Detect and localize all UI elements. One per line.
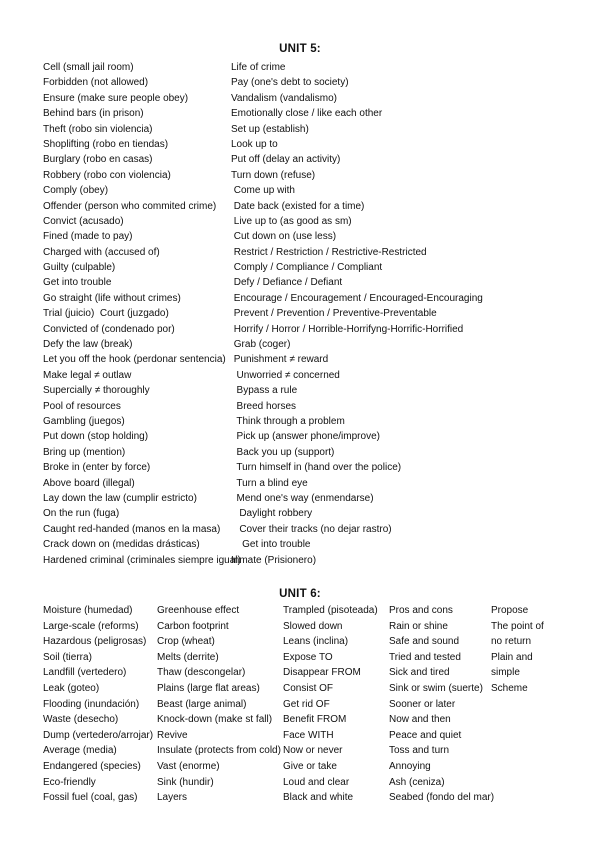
vocab-item: simple xyxy=(491,667,520,679)
vocab-item: Melts (derrite) xyxy=(157,651,219,663)
vocab-item: Put off (delay an activity) xyxy=(231,154,341,166)
vocab-item: Above board (illegal) xyxy=(43,477,135,489)
vocab-item: no return xyxy=(491,636,532,648)
vocab-item: Grab (coger) xyxy=(231,339,291,351)
vocab-item: Cell (small jail room) xyxy=(43,62,134,73)
vocab-item: Trial (juicio) Court (juzgado) xyxy=(43,308,169,320)
vocab-item: Pick up (answer phone/improve) xyxy=(231,431,380,443)
vocab-item: Guilty (culpable) xyxy=(43,262,116,274)
vocab-item: Flooding (inundación) xyxy=(43,698,140,710)
vocab-item: Robbery (robo con violencia) xyxy=(43,169,171,181)
vocab-item: Gambling (juegos) xyxy=(43,415,125,427)
vocab-item: Date back (existed for a time) xyxy=(231,200,365,212)
vocab-item: Get into trouble xyxy=(43,277,112,289)
vocab-item: Knock-down (make st fall) xyxy=(157,714,273,726)
vocab-item: Black and white xyxy=(283,792,354,804)
vocab-item: Burglary (robo en casas) xyxy=(43,154,153,166)
vocab-item: Pool of resources xyxy=(43,400,121,412)
vocab-item: Caught red-handed (manos en la masa) xyxy=(43,523,221,535)
vocab-item: Layers xyxy=(157,792,188,804)
vocab-item: Cut down on (use less) xyxy=(231,231,337,243)
vocab-item: Live up to (as good as sm) xyxy=(231,215,352,227)
vocab-item: Peace and quiet xyxy=(389,729,462,741)
vocab-item: Insulate (protects from cold) xyxy=(157,745,281,757)
vocab-item: Go straight (life without crimes) xyxy=(43,292,181,304)
vocab-item: Back you up (support) xyxy=(231,446,335,458)
vocab-item: Lay down the law (cumplir estricto) xyxy=(43,492,197,504)
vocab-item: Horrify / Horror / Horrible-Horrifyng-Horrific-Horrified xyxy=(231,323,464,335)
unit6-title: UNIT 6: xyxy=(279,588,321,600)
vocab-item: Moisture (humedad) xyxy=(43,605,133,616)
unit5-title: UNIT 5: xyxy=(279,43,321,55)
vocab-item: Unworried ≠ concerned xyxy=(231,369,340,381)
vocab-item: Propose xyxy=(491,605,529,616)
vocab-item: Eco-friendly xyxy=(43,776,96,788)
unit6-column-5 xyxy=(491,603,544,697)
vocab-item: Beast (large animal) xyxy=(157,698,247,710)
vocab-item: Ash (ceniza) xyxy=(389,776,445,788)
vocab-item: Expose TO xyxy=(283,651,333,663)
vocab-item: Daylight robbery xyxy=(231,508,313,520)
vocab-item: Supercially ≠ thoroughly xyxy=(43,385,150,397)
vocab-item: Pros and cons xyxy=(389,605,453,616)
vocab-item: Encourage / Encouragement / Encouraged-Encouraging xyxy=(231,292,483,304)
vocab-item: Disappear FROM xyxy=(283,667,361,679)
vocab-item: Landfill (vertedero) xyxy=(43,667,127,679)
vocab-item: Endangered (species) xyxy=(43,760,141,772)
vocab-item: Hardened criminal (criminales siempre igual) xyxy=(43,554,241,566)
unit5-left-column xyxy=(43,60,241,568)
vocab-item: Tried and tested xyxy=(389,651,461,663)
vocab-item: Shoplifting (robo en tiendas) xyxy=(43,138,169,150)
vocab-item: Look up to xyxy=(231,138,278,150)
vocab-item: Plain and xyxy=(491,651,533,663)
vocab-item: Now and then xyxy=(389,714,451,726)
vocab-item: Convicted of (condenado por) xyxy=(43,323,175,335)
vocab-item: Turn a blind eye xyxy=(231,477,308,489)
vocab-item: Annoying xyxy=(389,760,431,772)
vocab-item: Vast (enorme) xyxy=(157,760,220,772)
vocab-item: Think through a problem xyxy=(231,415,345,427)
vocab-item: Life of crime xyxy=(231,62,286,73)
vocab-item: Pay (one's debt to society) xyxy=(231,77,349,89)
vocab-item: Put down (stop holding) xyxy=(43,431,149,443)
vocab-item: Plains (large flat areas) xyxy=(157,682,260,694)
vocab-item: Turn down (refuse) xyxy=(231,169,316,181)
vocab-item: Inmate (Prisionero) xyxy=(231,554,317,566)
vocab-item: Crop (wheat) xyxy=(157,636,215,648)
vocab-item: Get into trouble xyxy=(231,539,311,551)
vocab-item: Scheme xyxy=(491,682,528,694)
vocab-item: Prevent / Prevention / Preventive-Preventable xyxy=(231,308,437,320)
unit6-column-3 xyxy=(283,603,378,806)
vocab-item: Consist OF xyxy=(283,682,334,694)
vocab-item: Hazardous (peligrosas) xyxy=(43,636,147,648)
unit5-right-column xyxy=(231,60,483,568)
vocab-item: Large-scale (reforms) xyxy=(43,620,139,632)
vocab-item: Fossil fuel (coal, gas) xyxy=(43,792,138,804)
unit6-column-4 xyxy=(389,603,494,806)
vocab-item: Defy / Defiance / Defiant xyxy=(231,277,343,289)
vocab-item: Bypass a rule xyxy=(231,385,298,397)
vocab-item: Dump (vertedero/arrojar) xyxy=(43,729,154,741)
vocab-item: Fined (made to pay) xyxy=(43,231,133,243)
vocab-item: Behind bars (in prison) xyxy=(43,108,144,120)
vocab-item: Seabed (fondo del mar) xyxy=(389,792,495,804)
vocab-item: Waste (desecho) xyxy=(43,714,119,726)
vocab-item: Leans (inclina) xyxy=(283,636,349,648)
vocab-item: Toss and turn xyxy=(389,745,450,757)
unit6-column-2 xyxy=(157,603,281,806)
vocab-item: Get rid OF xyxy=(283,698,330,710)
vocab-item: Slowed down xyxy=(283,620,343,632)
vocab-item: Forbidden (not allowed) xyxy=(43,77,149,89)
vocab-item: Bring up (mention) xyxy=(43,446,126,458)
vocab-item: Defy the law (break) xyxy=(43,339,133,351)
vocab-item: Restrict / Restriction / Restrictive-Restricted xyxy=(231,246,427,258)
vocab-item: Cover their tracks (no dejar rastro) xyxy=(231,523,392,535)
vocab-item: Comply / Compliance / Compliant xyxy=(231,262,383,274)
vocab-item: Vandalism (vandalismo) xyxy=(231,92,337,104)
vocab-item: Make legal ≠ outlaw xyxy=(43,369,132,381)
vocab-item: Turn himself in (hand over the police) xyxy=(231,462,402,474)
vocab-item: Give or take xyxy=(283,760,337,772)
vocab-item: Thaw (descongelar) xyxy=(157,667,246,679)
vocab-item: Sooner or later xyxy=(389,698,456,710)
vocab-item: Breed horses xyxy=(231,400,297,412)
vocab-item: Rain or shine xyxy=(389,620,448,632)
vocab-item: Benefit FROM xyxy=(283,714,347,726)
vocab-item: Revive xyxy=(157,729,188,741)
vocab-item: Ensure (make sure people obey) xyxy=(43,92,189,104)
vocab-item: Mend one's way (enmendarse) xyxy=(231,492,374,504)
vocab-item: Average (media) xyxy=(43,745,117,757)
vocab-item: Greenhouse effect xyxy=(157,605,240,616)
vocab-item: Convict (acusado) xyxy=(43,215,124,227)
vocab-item: Crack down on (medidas drásticas) xyxy=(43,539,200,551)
vocab-item: Face WITH xyxy=(283,729,334,741)
vocab-item: Sick and tired xyxy=(389,667,450,679)
vocab-item: Carbon footprint xyxy=(157,620,229,632)
vocab-item: Leak (goteo) xyxy=(43,682,100,694)
vocab-item: Soil (tierra) xyxy=(43,651,92,663)
vocab-item: Offender (person who commited crime) xyxy=(43,200,217,212)
vocab-item: Loud and clear xyxy=(283,776,350,788)
vocab-item: Emotionally close / like each other xyxy=(231,108,383,120)
vocab-item: Let you off the hook (perdonar sentencia) xyxy=(43,354,226,366)
unit6-column-1 xyxy=(43,603,153,806)
vocab-item: Trampled (pisoteada) xyxy=(283,605,378,616)
vocab-item: Punishment ≠ reward xyxy=(231,354,329,366)
vocab-item: Sink (hundir) xyxy=(157,776,214,788)
vocab-item: Theft (robo sin violencia) xyxy=(43,123,153,135)
vocab-item: Come up with xyxy=(231,185,295,197)
vocab-item: Set up (establish) xyxy=(231,123,309,135)
vocab-item: Broke in (enter by force) xyxy=(43,462,151,474)
vocab-item: Sink or swim (suerte) xyxy=(389,682,483,694)
vocab-item: Safe and sound xyxy=(389,636,460,648)
vocab-item: Now or never xyxy=(283,745,343,757)
vocab-item: Charged with (accused of) xyxy=(43,246,160,258)
vocab-item: On the run (fuga) xyxy=(43,508,120,520)
vocab-item: The point of xyxy=(491,620,544,632)
vocab-item: Comply (obey) xyxy=(43,185,109,197)
